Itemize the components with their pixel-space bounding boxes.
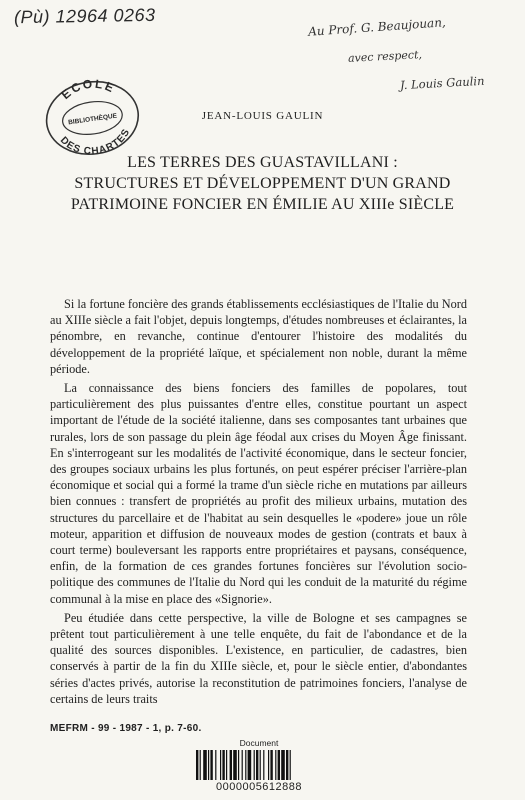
svg-text:ECOLE: [57, 73, 119, 103]
article-body: [50, 296, 467, 710]
stamp-middle-text: BIBLIOTHÈQUE: [67, 112, 118, 127]
title-line-1: LES TERRES DES GUASTAVILLANI :: [127, 154, 398, 171]
barcode: [196, 750, 322, 780]
title-line-2: STRUCTURES ET DÉVELOPPEMENT D'UN GRAND: [74, 175, 451, 192]
dedication-signature: J. Louis Gaulin: [399, 73, 485, 93]
paragraph-3: Peu étudiée dans cette perspective, la ville de Bologne et ses campagnes se prêtent tout particulièrement à une telle enquête, du fait de l'abondance et de la qualité des sources disponibles. L'existence, en particulier, de cadastres, bien conservés à partir de la fin du XIIIe siècle, et, pour le siècle entier, d'abondantes séries d'actes privés, autorise la reconstitution de patrimoines fonciers, l'analyse de certains de leurs traits: [50, 610, 467, 706]
article-title: [70, 152, 455, 215]
paragraph-2: La connaissance des biens fonciers des familles de popolares, tout particulièrement des plus puissantes d'entre elles, constitue pourtant un aspect important de l'étude de la société italienne, dans ses composantes tant urbaines que rurales, lors de son passage du plein âge féodal aux crises du Moyen Âge finissant. En s'interrogeant sur les modalités de l'activité économique, dans le secteur foncier, des groupes sociaux urbains les plus fortunés, on peut espérer préciser l'arrière-plan économique et social qui a formé la trame d'un siècle riche en mutations par ailleurs bien connues : transfert de propriétés au profit des milieux urbains, mutation des structures du parcellaire et de l'habitat au sein desquelles le «podere» joue un rôle moteur, apparition et diffusion de nouveaux modes de gestion (contrats et baux à court terme) bouleversant les rapports entre propriétaires et paysans, conséquence, enfin, de la formation de ces grandes fortunes foncières sur l'évolution socio-politique des communes de l'Italie du Nord qui les conduit de la maturité du régime communal à la mise en place des «Signorie».: [50, 381, 467, 606]
handwritten-dedication: [300, 10, 515, 120]
archive-label: [188, 738, 330, 798]
stamp-top-text: ECOLE: [58, 76, 118, 103]
dedication-line-1: Au Prof. G. Beaujouan,: [307, 15, 447, 39]
document-label: Document: [239, 738, 279, 748]
paragraph-1: Si la fortune foncière des grands établissements ecclésiastiques de l'Italie du Nord au XIIIe siècle a fait l'objet, depuis longtemps, d'études nombreuses et éclairantes, la pénombre, en revanche, continue d'entourer l'histoire des modalités du développement de la propriété laïque, et spécialement non noble, durant la même période.: [50, 297, 467, 376]
journal-citation: MEFRM - 99 - 1987 - 1, p. 7-60.: [50, 723, 202, 734]
barcode-number: 0000005612888: [215, 781, 303, 793]
dedication-line-2: avec respect,: [347, 48, 423, 65]
author-name: JEAN-LOUIS GAULIN: [201, 110, 324, 122]
title-line-3: PATRIMOINE FONCIER EN ÉMILIE AU XIIIe SIÈCLE: [70, 196, 455, 213]
stamp-bottom-text: DES CHARTES: [57, 126, 133, 158]
shelfmark: (Pù) 12964 0263: [13, 4, 156, 28]
